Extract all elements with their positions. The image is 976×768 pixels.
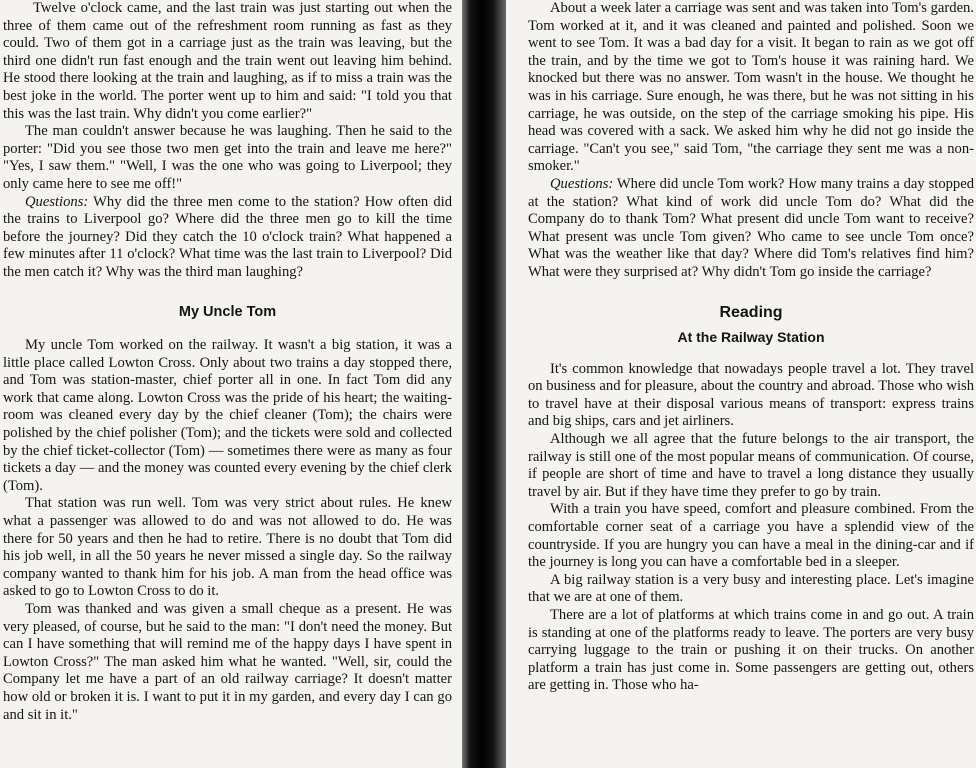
questions-paragraph (528, 176, 974, 282)
reading-paragraph: There are a lot of platforms at which trains come in and go out. A train is standing at one of the platforms ready to leave. The porters are very busy carrying luggage to the train or pushing it on their trucks. On another platform a train has just come in. Some passengers are getting out, others are getting in. Those who ha- (528, 607, 974, 694)
right-page (510, 0, 976, 768)
reading-paragraph: It's common knowledge that nowadays people travel a lot. They travel on business and for pleasure, about the country and abroad. Those who wish to travel have at their disposal various means of transport: express trains and big ships, cars and jet airliners. (528, 360, 974, 430)
story-paragraph: The man couldn't answer because he was laughing. Then he said to the porter: "Did you see those two men get into the train and leave me here?" "Yes, I saw them." "Well, I was the one who was going to Liverpool; they only came here to see me off!" (3, 123, 452, 192)
chapter-title: My Uncle Tom (178, 303, 277, 320)
questions-label: Questions: (550, 175, 614, 192)
book-spine-shadow (462, 0, 506, 768)
story-paragraph: About a week later a carriage was sent and was taken into Tom's garden. Tom worked at it, and it was cleaned and painted and polished. Soon we went to see Tom. It was a bad day for a visit. It began to rain as we got off the train, and by the time we got to Tom's house it was raining hard. We knocked but there was no answer. Tom wasn't in the house. We thought he was in his carriage. Sure enough, he was there, but he was not sitting in his carriage, he was outside, on the step of the carriage smoking his pipe. His head was covered with a sack. We asked him why he did not go inside the carriage. "Can't you see," said Tom, "the carriage they sent me was a non-smoker." (528, 0, 974, 175)
reading-paragraph: Although we all agree that the future belongs to the air transport, the railway is still one of the most popular means of communication. Of course, if people are short of time and have to travel a long distance they usually travel by air. But if they have time they prefer to go by train. (528, 431, 974, 500)
reading-paragraph: A big railway station is a very busy and interesting place. Let's imagine that we are at one of them. (528, 571, 974, 606)
story-paragraph: My uncle Tom worked on the railway. It wasn't a big station, it was a little place called Lowton Cross. Only about two trains a day stopped there, and Tom was station-master, chief porter all in one. In fact Tom did any work that came along. Lowton Cross was the pride of his heart; the waiting-room was cleaned every day by the chief cleaner (Tom); the chairs were polished by the chief polisher (Tom); and the tickets were sold and collected by the chief ticket-collector (Tom) — sometimes there were as many as four tickets a day — and the money was counted every evening by the chief clerk (Tom). (3, 337, 452, 494)
story-paragraph: Tom was thanked and was given a small cheque as a present. He was very pleased, of course, but he said to the man: "I don't need the money. But can I have something that will remind me of the happy days I have spent in Lowton Cross?" The man asked him what he wanted. "Well, sir, could the Company let me have a part of an old railway carriage? It doesn't matter how old or broken it is. I want to put it in my garden, and every day I can go and sit in it." (3, 601, 452, 723)
questions-text: Why did the three men come to the station? How often did the trains to Liverpool go? Where did the three men go to kill the time before the journey? Did they catch the 10 o'clock train? What happened a few minutes after 11 o'clock? What time was the last train to Liverpool? Did the men catch it? Why was the third man laughing? (3, 193, 452, 280)
questions-paragraph (3, 194, 452, 282)
section-title: Reading (719, 303, 783, 321)
story-paragraph: Twelve o'clock came, and the last train was just starting out when the three of them came out of the refreshment room running as fast as they could. Two of them got in a carriage just as the train was leaving, but the third one didn't run fast enough and the train went out leaving him behind. He stood there looking at the train and laughing, as if to miss a train was the best joke in the world. The porter went up to him and said: "I told you that this was the last train. Why didn't you come earlier?" (3, 0, 452, 122)
questions-text: Where did uncle Tom work? How many trains a day stopped at the station? What kind of work did uncle Tom do? What did the Company do to thank Tom? What present did uncle Tom want to receive? What present was uncle Tom given? Who came to see uncle Tom once? What was the weather like that day? Where did Tom's relatives find him? What were they surprised at? Why didn't Tom go inside the carriage? (528, 175, 974, 280)
section-subtitle: At the Railway Station (677, 329, 825, 346)
story-paragraph: That station was run well. Tom was very strict about rules. He knew what a passenger was allowed to do and was not allowed to do. He was there for 50 years and then he had to retire. There is no doubt that Tom did his job well, in all the 50 years he never missed a single day. So the railway company wanted to thank him for his job. A man from the head office was asked to go to Lowton Cross to do it. (3, 495, 452, 600)
left-page (0, 0, 458, 768)
reading-paragraph: With a train you have speed, comfort and pleasure combined. From the comfortable corner seat of a carriage you have a splendid view of the countryside. If you are hungry you can have a meal in the dining-car and if the journey is long you can have a comfortable bed in a sleeper. (528, 501, 974, 571)
questions-label: Questions: (25, 193, 89, 210)
